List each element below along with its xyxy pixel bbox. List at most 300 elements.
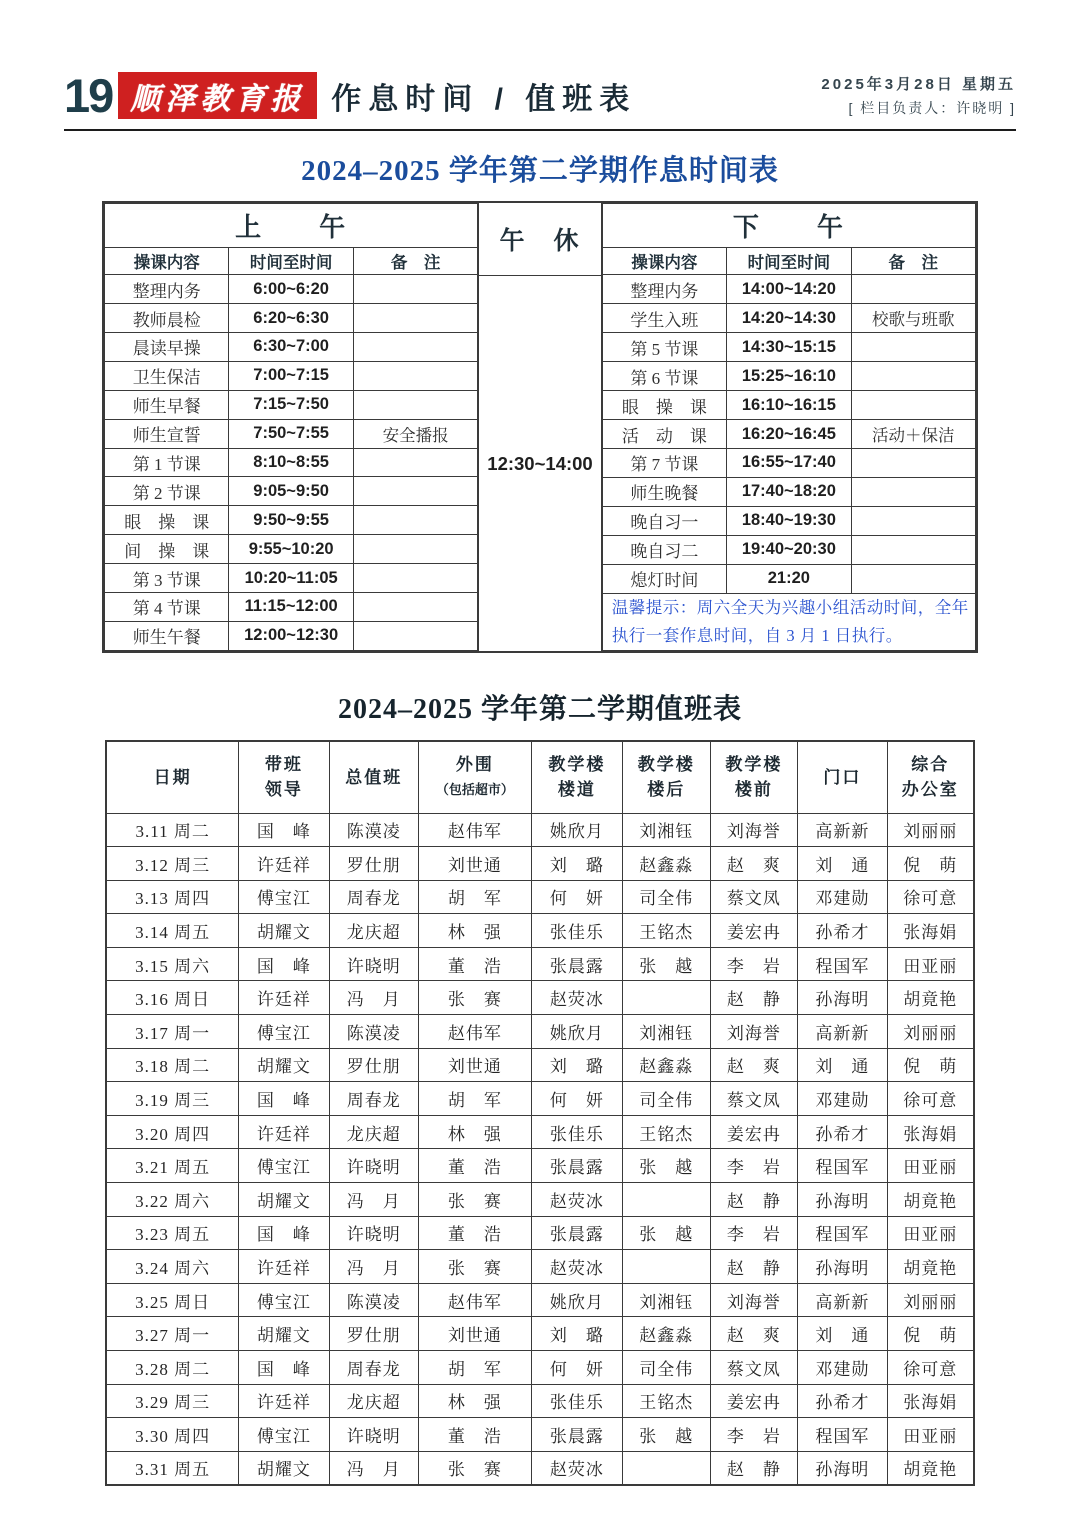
issue-date: 2025年3月28日 星期五 bbox=[821, 76, 1016, 93]
date-cell: 3.27 周一 bbox=[106, 1317, 239, 1351]
column-header-activity: 操课内容 bbox=[105, 248, 229, 275]
corridor-duty-cell: 刘 璐 bbox=[531, 847, 622, 881]
perimeter-duty-cell: 董 浩 bbox=[418, 947, 531, 981]
note-cell bbox=[851, 535, 975, 564]
schedule-row bbox=[602, 304, 975, 333]
section-title: 作息时间 / 值班表 bbox=[331, 82, 637, 116]
note-cell bbox=[353, 361, 477, 390]
roster-row bbox=[106, 847, 974, 881]
roster-column-header bbox=[531, 741, 622, 813]
perimeter-duty-cell: 张 赛 bbox=[418, 1250, 531, 1284]
lead-duty-cell: 许廷祥 bbox=[239, 1115, 329, 1149]
schedule-row bbox=[105, 419, 478, 448]
roster-row bbox=[106, 1351, 974, 1385]
roster-row bbox=[106, 1283, 974, 1317]
lead-duty-cell: 傅宝江 bbox=[239, 880, 329, 914]
gate-duty-cell: 高新新 bbox=[798, 813, 887, 847]
building-rear-duty-cell: 王铭杰 bbox=[622, 1115, 710, 1149]
header-line-1: 教学楼 bbox=[548, 755, 606, 775]
roster-rows bbox=[106, 813, 974, 1485]
perimeter-duty-cell: 胡 军 bbox=[418, 1351, 531, 1385]
chief-duty-cell: 许晓明 bbox=[329, 947, 418, 981]
lead-duty-cell: 傅宝江 bbox=[239, 1418, 329, 1452]
time-cell: 21:20 bbox=[727, 564, 851, 593]
office-duty-cell: 刘丽丽 bbox=[887, 813, 974, 847]
roster-column-header bbox=[329, 741, 418, 813]
office-duty-cell: 徐可意 bbox=[887, 880, 974, 914]
time-cell: 9:55~10:20 bbox=[229, 535, 353, 564]
roster-title: 2024–2025 学年第二学期值班表 bbox=[337, 694, 742, 725]
schedule-row bbox=[105, 593, 478, 622]
header-line-2: 办公室 bbox=[901, 780, 959, 800]
gate-duty-cell: 孙希才 bbox=[798, 1384, 887, 1418]
time-cell: 14:00~14:20 bbox=[727, 275, 851, 304]
building-front-duty-cell: 蔡文凤 bbox=[710, 1082, 798, 1116]
date-cell: 3.16 周日 bbox=[106, 981, 239, 1015]
time-cell: 15:25~16:10 bbox=[727, 362, 851, 391]
corridor-duty-cell: 赵荧冰 bbox=[531, 981, 622, 1015]
note-cell bbox=[851, 275, 975, 304]
activity-cell: 第 1 节课 bbox=[105, 448, 229, 477]
building-front-duty-cell: 赵 爽 bbox=[710, 847, 798, 881]
roster-column-header bbox=[710, 741, 798, 813]
gate-duty-cell: 刘 通 bbox=[798, 1317, 887, 1351]
office-duty-cell: 倪 萌 bbox=[887, 1317, 974, 1351]
office-duty-cell: 胡竟艳 bbox=[887, 1451, 974, 1485]
perimeter-duty-cell: 张 赛 bbox=[418, 981, 531, 1015]
header-line-2: 楼后 bbox=[647, 780, 686, 800]
gate-duty-cell: 孙希才 bbox=[798, 914, 887, 948]
building-rear-duty-cell: 张 越 bbox=[622, 1149, 710, 1183]
corridor-duty-cell: 张佳乐 bbox=[531, 1115, 622, 1149]
lead-duty-cell: 傅宝江 bbox=[239, 1015, 329, 1049]
date-cell: 3.13 周四 bbox=[106, 880, 239, 914]
date-cell: 3.17 周一 bbox=[106, 1015, 239, 1049]
morning-schedule bbox=[104, 203, 478, 651]
lead-duty-cell: 国 峰 bbox=[239, 1351, 329, 1385]
activity-cell: 师生宣誓 bbox=[105, 419, 229, 448]
activity-cell: 师生早餐 bbox=[105, 390, 229, 419]
building-rear-duty-cell: 司全伟 bbox=[622, 1351, 710, 1385]
time-cell: 6:30~7:00 bbox=[229, 333, 353, 362]
building-rear-duty-cell bbox=[622, 981, 710, 1015]
activity-cell: 第 5 节课 bbox=[602, 333, 726, 362]
office-duty-cell: 张海娟 bbox=[887, 1384, 974, 1418]
schedule-row bbox=[602, 333, 975, 362]
time-cell: 16:10~16:15 bbox=[727, 391, 851, 420]
schedule-row bbox=[105, 448, 478, 477]
schedule-table bbox=[102, 201, 978, 653]
activity-cell: 整理内务 bbox=[602, 275, 726, 304]
gate-duty-cell: 高新新 bbox=[798, 1015, 887, 1049]
building-rear-duty-cell: 王铭杰 bbox=[622, 914, 710, 948]
chief-duty-cell: 罗仕朋 bbox=[329, 1317, 418, 1351]
time-cell: 8:10~8:55 bbox=[229, 448, 353, 477]
header-line-2: 楼前 bbox=[734, 780, 773, 800]
corridor-duty-cell: 赵荧冰 bbox=[531, 1250, 622, 1284]
chief-duty-cell: 龙庆超 bbox=[329, 1384, 418, 1418]
corridor-duty-cell: 张晨露 bbox=[531, 947, 622, 981]
activity-cell: 熄灯时间 bbox=[602, 564, 726, 593]
gate-duty-cell: 孙希才 bbox=[798, 1115, 887, 1149]
building-rear-duty-cell: 刘湘钰 bbox=[622, 813, 710, 847]
header-line-1: 外围 bbox=[455, 755, 494, 775]
date-cell: 3.24 周六 bbox=[106, 1250, 239, 1284]
office-duty-cell: 刘丽丽 bbox=[887, 1283, 974, 1317]
time-cell: 14:20~14:30 bbox=[727, 304, 851, 333]
activity-cell: 眼 操 课 bbox=[105, 506, 229, 535]
schedule-row bbox=[602, 448, 975, 477]
gate-duty-cell: 孙海明 bbox=[798, 1250, 887, 1284]
time-cell: 17:40~18:20 bbox=[727, 477, 851, 506]
gate-duty-cell: 邓建勋 bbox=[798, 1082, 887, 1116]
note-cell bbox=[353, 275, 477, 304]
schedule-row bbox=[105, 564, 478, 593]
activity-cell: 晨读早操 bbox=[105, 333, 229, 362]
schedule-title: 2024–2025 学年第二学期作息时间表 bbox=[301, 155, 779, 187]
building-front-duty-cell: 赵 静 bbox=[710, 981, 798, 1015]
time-cell: 16:20~16:45 bbox=[727, 420, 851, 449]
note-cell bbox=[353, 564, 477, 593]
building-rear-duty-cell: 王铭杰 bbox=[622, 1384, 710, 1418]
corridor-duty-cell: 姚欣月 bbox=[531, 1283, 622, 1317]
perimeter-duty-cell: 刘世通 bbox=[418, 847, 531, 881]
date-cell: 3.15 周六 bbox=[106, 947, 239, 981]
roster-column-header bbox=[239, 741, 329, 813]
schedule-row bbox=[105, 333, 478, 362]
office-duty-cell: 田亚丽 bbox=[887, 947, 974, 981]
office-duty-cell: 田亚丽 bbox=[887, 1418, 974, 1452]
gate-duty-cell: 刘 通 bbox=[798, 847, 887, 881]
building-front-duty-cell: 蔡文凤 bbox=[710, 1351, 798, 1385]
corridor-duty-cell: 张佳乐 bbox=[531, 1384, 622, 1418]
time-cell: 18:40~19:30 bbox=[727, 506, 851, 535]
roster-row bbox=[106, 981, 974, 1015]
lead-duty-cell: 胡耀文 bbox=[239, 1048, 329, 1082]
gate-duty-cell: 邓建勋 bbox=[798, 880, 887, 914]
note-cell bbox=[851, 448, 975, 477]
time-cell: 7:50~7:55 bbox=[229, 419, 353, 448]
roster-column-header bbox=[106, 741, 239, 813]
office-duty-cell: 张海娟 bbox=[887, 1115, 974, 1149]
date-cell: 3.30 周四 bbox=[106, 1418, 239, 1452]
date-cell: 3.25 周日 bbox=[106, 1283, 239, 1317]
time-cell: 16:55~17:40 bbox=[727, 448, 851, 477]
noon-break-time: 12:30~14:00 bbox=[487, 452, 593, 474]
note-cell: 安全播报 bbox=[353, 419, 477, 448]
roster-row bbox=[106, 1115, 974, 1149]
perimeter-duty-cell: 董 浩 bbox=[418, 1149, 531, 1183]
office-duty-cell: 胡竟艳 bbox=[887, 1250, 974, 1284]
perimeter-duty-cell: 董 浩 bbox=[418, 1216, 531, 1250]
time-cell: 6:20~6:30 bbox=[229, 304, 353, 333]
gate-duty-cell: 孙海明 bbox=[798, 981, 887, 1015]
building-rear-duty-cell: 赵鑫淼 bbox=[622, 1317, 710, 1351]
activity-cell: 第 7 节课 bbox=[602, 448, 726, 477]
corridor-duty-cell: 张晨露 bbox=[531, 1418, 622, 1452]
building-front-duty-cell: 刘海誉 bbox=[710, 813, 798, 847]
note-cell bbox=[851, 391, 975, 420]
date-cell: 3.19 周三 bbox=[106, 1082, 239, 1116]
note-cell: 校歌与班歌 bbox=[851, 304, 975, 333]
office-duty-cell: 徐可意 bbox=[887, 1351, 974, 1385]
corridor-duty-cell: 何 妍 bbox=[531, 880, 622, 914]
chief-duty-cell: 陈漠凌 bbox=[329, 1015, 418, 1049]
header-line-1: 日期 bbox=[153, 767, 192, 787]
building-front-duty-cell: 蔡文凤 bbox=[710, 880, 798, 914]
building-front-duty-cell: 刘海誉 bbox=[710, 1283, 798, 1317]
perimeter-duty-cell: 刘世通 bbox=[418, 1317, 531, 1351]
schedule-row bbox=[602, 535, 975, 564]
building-front-duty-cell: 赵 爽 bbox=[710, 1048, 798, 1082]
gate-duty-cell: 程国军 bbox=[798, 1149, 887, 1183]
schedule-row bbox=[105, 390, 478, 419]
afternoon-header: 下 午 bbox=[602, 204, 975, 248]
lead-duty-cell: 国 峰 bbox=[239, 813, 329, 847]
duty-roster-table bbox=[105, 740, 975, 1486]
building-front-duty-cell: 赵 静 bbox=[710, 1183, 798, 1217]
perimeter-duty-cell: 林 强 bbox=[418, 914, 531, 948]
time-cell: 9:50~9:55 bbox=[229, 506, 353, 535]
chief-duty-cell: 许晓明 bbox=[329, 1418, 418, 1452]
activity-cell: 晚自习一 bbox=[602, 506, 726, 535]
corridor-duty-cell: 何 妍 bbox=[531, 1351, 622, 1385]
gate-duty-cell: 邓建勋 bbox=[798, 1351, 887, 1385]
office-duty-cell: 田亚丽 bbox=[887, 1216, 974, 1250]
schedule-row bbox=[105, 621, 478, 650]
roster-row bbox=[106, 1082, 974, 1116]
roster-column-header bbox=[887, 741, 974, 813]
roster-row bbox=[106, 1384, 974, 1418]
note-cell bbox=[851, 333, 975, 362]
date-cell: 3.12 周三 bbox=[106, 847, 239, 881]
building-front-duty-cell: 赵 爽 bbox=[710, 1317, 798, 1351]
time-cell: 11:15~12:00 bbox=[229, 593, 353, 622]
note-cell: 活动＋保洁 bbox=[851, 420, 975, 449]
lead-duty-cell: 国 峰 bbox=[239, 947, 329, 981]
note-cell bbox=[353, 477, 477, 506]
perimeter-duty-cell: 张 赛 bbox=[418, 1183, 531, 1217]
chief-duty-cell: 陈漠凌 bbox=[329, 1283, 418, 1317]
roster-row bbox=[106, 1451, 974, 1485]
roster-row bbox=[106, 813, 974, 847]
activity-cell: 间 操 课 bbox=[105, 535, 229, 564]
roster-row bbox=[106, 914, 974, 948]
date-cell: 3.22 周六 bbox=[106, 1183, 239, 1217]
lead-duty-cell: 傅宝江 bbox=[239, 1149, 329, 1183]
chief-duty-cell: 周春龙 bbox=[329, 880, 418, 914]
note-cell bbox=[353, 333, 477, 362]
afternoon-schedule bbox=[602, 203, 976, 651]
note-cell bbox=[353, 506, 477, 535]
building-front-duty-cell: 李 岩 bbox=[710, 1418, 798, 1452]
perimeter-duty-cell: 董 浩 bbox=[418, 1418, 531, 1452]
schedule-row bbox=[602, 420, 975, 449]
activity-cell: 师生午餐 bbox=[105, 621, 229, 650]
roster-column-header bbox=[418, 741, 531, 813]
perimeter-duty-cell: 赵伟军 bbox=[418, 813, 531, 847]
roster-row bbox=[106, 1418, 974, 1452]
gate-duty-cell: 程国军 bbox=[798, 947, 887, 981]
schedule-row bbox=[105, 275, 478, 304]
schedule-row bbox=[105, 361, 478, 390]
office-duty-cell: 张海娟 bbox=[887, 914, 974, 948]
gate-duty-cell: 程国军 bbox=[798, 1418, 887, 1452]
schedule-row bbox=[105, 506, 478, 535]
chief-duty-cell: 周春龙 bbox=[329, 1082, 418, 1116]
office-duty-cell: 胡竟艳 bbox=[887, 1183, 974, 1217]
masthead-meta bbox=[821, 73, 1016, 118]
lead-duty-cell: 许廷祥 bbox=[239, 1250, 329, 1284]
gate-duty-cell: 刘 通 bbox=[798, 1048, 887, 1082]
corridor-duty-cell: 赵荧冰 bbox=[531, 1451, 622, 1485]
office-duty-cell: 徐可意 bbox=[887, 1082, 974, 1116]
time-cell: 7:15~7:50 bbox=[229, 390, 353, 419]
building-front-duty-cell: 赵 静 bbox=[710, 1250, 798, 1284]
building-front-duty-cell: 李 岩 bbox=[710, 947, 798, 981]
corridor-duty-cell: 姚欣月 bbox=[531, 1015, 622, 1049]
note-cell bbox=[851, 362, 975, 391]
page-number: 19 bbox=[64, 68, 113, 122]
time-cell: 10:20~11:05 bbox=[229, 564, 353, 593]
chief-duty-cell: 龙庆超 bbox=[329, 914, 418, 948]
activity-cell: 第 2 节课 bbox=[105, 477, 229, 506]
lead-duty-cell: 许廷祥 bbox=[239, 981, 329, 1015]
building-front-duty-cell: 李 岩 bbox=[710, 1149, 798, 1183]
date-cell: 3.14 周五 bbox=[106, 914, 239, 948]
column-header-time: 时间至时间 bbox=[727, 248, 851, 275]
column-header-time: 时间至时间 bbox=[229, 248, 353, 275]
building-rear-duty-cell bbox=[622, 1250, 710, 1284]
noon-break-header: 午 休 bbox=[479, 203, 600, 276]
header-line-2: 领导 bbox=[264, 780, 303, 800]
building-rear-duty-cell: 司全伟 bbox=[622, 1082, 710, 1116]
note-cell bbox=[353, 390, 477, 419]
masthead-logo bbox=[118, 72, 317, 119]
header-line-2: （包括超市） bbox=[435, 782, 514, 798]
office-duty-cell: 倪 萌 bbox=[887, 847, 974, 881]
time-cell: 9:05~9:50 bbox=[229, 477, 353, 506]
time-cell: 7:00~7:15 bbox=[229, 361, 353, 390]
activity-cell: 整理内务 bbox=[105, 275, 229, 304]
building-rear-duty-cell: 刘湘钰 bbox=[622, 1015, 710, 1049]
activity-cell: 第 6 节课 bbox=[602, 362, 726, 391]
activity-cell: 眼 操 课 bbox=[602, 391, 726, 420]
note-cell bbox=[353, 535, 477, 564]
note-cell bbox=[353, 593, 477, 622]
lead-duty-cell: 傅宝江 bbox=[239, 1283, 329, 1317]
date-cell: 3.18 周二 bbox=[106, 1048, 239, 1082]
date-cell: 3.20 周四 bbox=[106, 1115, 239, 1149]
building-rear-duty-cell: 司全伟 bbox=[622, 880, 710, 914]
roster-column-header bbox=[798, 741, 887, 813]
corridor-duty-cell: 张晨露 bbox=[531, 1216, 622, 1250]
roster-row bbox=[106, 880, 974, 914]
schedule-row bbox=[602, 477, 975, 506]
time-cell: 19:40~20:30 bbox=[727, 535, 851, 564]
perimeter-duty-cell: 张 赛 bbox=[418, 1451, 531, 1485]
building-front-duty-cell: 刘海誉 bbox=[710, 1015, 798, 1049]
activity-cell: 教师晨检 bbox=[105, 304, 229, 333]
note-cell bbox=[353, 448, 477, 477]
header-line-1: 教学楼 bbox=[637, 755, 695, 775]
building-front-duty-cell: 李 岩 bbox=[710, 1216, 798, 1250]
time-cell: 14:30~15:15 bbox=[727, 333, 851, 362]
chief-duty-cell: 罗仕朋 bbox=[329, 1048, 418, 1082]
schedule-row bbox=[105, 477, 478, 506]
lead-duty-cell: 许廷祥 bbox=[239, 847, 329, 881]
column-header-note: 备 注 bbox=[353, 248, 477, 275]
morning-rows bbox=[105, 275, 478, 651]
corridor-duty-cell: 张晨露 bbox=[531, 1149, 622, 1183]
activity-cell: 师生晚餐 bbox=[602, 477, 726, 506]
chief-duty-cell: 罗仕朋 bbox=[329, 847, 418, 881]
activity-cell: 第 3 节课 bbox=[105, 564, 229, 593]
lead-duty-cell: 胡耀文 bbox=[239, 1183, 329, 1217]
schedule-row bbox=[602, 275, 975, 304]
header-line-1: 总值班 bbox=[345, 767, 403, 787]
column-editor: [ 栏目负责人：许晓明 ] bbox=[848, 100, 1016, 116]
chief-duty-cell: 冯 月 bbox=[329, 1451, 418, 1485]
building-front-duty-cell: 姜宏冉 bbox=[710, 914, 798, 948]
gate-duty-cell: 程国军 bbox=[798, 1216, 887, 1250]
roster-row bbox=[106, 1048, 974, 1082]
chief-duty-cell: 冯 月 bbox=[329, 1250, 418, 1284]
lead-duty-cell: 国 峰 bbox=[239, 1082, 329, 1116]
note-cell bbox=[851, 477, 975, 506]
schedule-row bbox=[105, 304, 478, 333]
roster-row bbox=[106, 1149, 974, 1183]
schedule-row bbox=[602, 506, 975, 535]
activity-cell: 活 动 课 bbox=[602, 420, 726, 449]
chief-duty-cell: 龙庆超 bbox=[329, 1115, 418, 1149]
header-line-1: 门口 bbox=[823, 767, 862, 787]
chief-duty-cell: 陈漠凌 bbox=[329, 813, 418, 847]
chief-duty-cell: 许晓明 bbox=[329, 1149, 418, 1183]
masthead-logo-text: 顺泽教育报 bbox=[130, 82, 306, 116]
corridor-duty-cell: 刘 璐 bbox=[531, 1048, 622, 1082]
date-cell: 3.28 周二 bbox=[106, 1351, 239, 1385]
header-line-1: 带班 bbox=[264, 755, 303, 775]
building-front-duty-cell: 赵 静 bbox=[710, 1451, 798, 1485]
building-front-duty-cell: 姜宏冉 bbox=[710, 1384, 798, 1418]
office-duty-cell: 田亚丽 bbox=[887, 1149, 974, 1183]
corridor-duty-cell: 何 妍 bbox=[531, 1082, 622, 1116]
time-cell: 6:00~6:20 bbox=[229, 275, 353, 304]
activity-cell: 晚自习二 bbox=[602, 535, 726, 564]
masthead bbox=[0, 0, 1080, 122]
note-cell bbox=[353, 621, 477, 650]
column-header-activity: 操课内容 bbox=[602, 248, 726, 275]
schedule-row bbox=[105, 535, 478, 564]
perimeter-duty-cell: 胡 军 bbox=[418, 1082, 531, 1116]
header-line-1: 综合 bbox=[911, 755, 950, 775]
date-cell: 3.21 周五 bbox=[106, 1149, 239, 1183]
afternoon-rows bbox=[602, 275, 975, 593]
note-cell bbox=[851, 506, 975, 535]
roster-row bbox=[106, 1183, 974, 1217]
office-duty-cell: 刘丽丽 bbox=[887, 1015, 974, 1049]
roster-row bbox=[106, 1317, 974, 1351]
morning-header: 上 午 bbox=[105, 204, 478, 248]
activity-cell: 第 4 节课 bbox=[105, 593, 229, 622]
roster-row bbox=[106, 1015, 974, 1049]
corridor-duty-cell: 刘 璐 bbox=[531, 1317, 622, 1351]
perimeter-duty-cell: 林 强 bbox=[418, 1384, 531, 1418]
gate-duty-cell: 高新新 bbox=[798, 1283, 887, 1317]
lead-duty-cell: 胡耀文 bbox=[239, 914, 329, 948]
time-cell: 12:00~12:30 bbox=[229, 621, 353, 650]
